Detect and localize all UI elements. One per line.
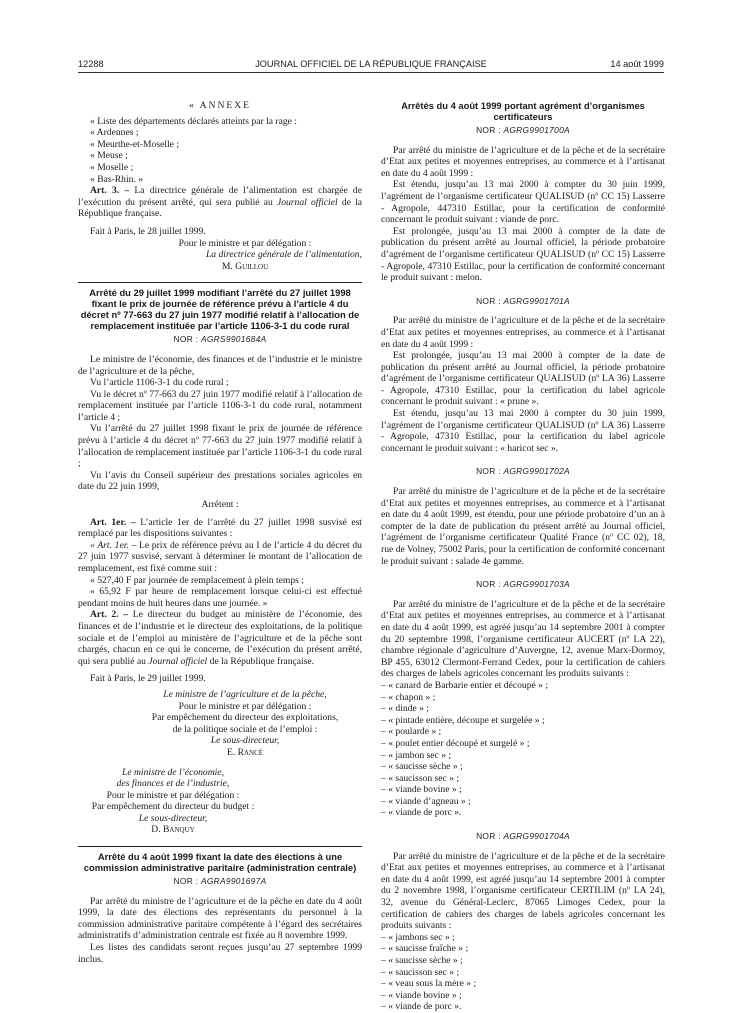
- list-item: – « viande d’agneau » ;: [381, 795, 471, 807]
- section-separator: [78, 282, 362, 283]
- list-item: – « poularde » ;: [381, 726, 442, 738]
- signature-line: La directrice générale de l’alimentation,: [205, 249, 362, 261]
- section-title: Arrêté du 4 août 1999 fixant la date des élections à une commission administrative paritaire (administration centrale): [83, 851, 357, 874]
- list-item: – « poulet entier découpé et surgelé » ;: [381, 737, 530, 749]
- article-text: La directrice générale de l’alimentation est chargée de l’exécution du présent arrêté, qui sera publié au: [78, 185, 362, 208]
- article-label: « Art. 1er. –: [90, 539, 137, 551]
- article-1-quote: [78, 540, 362, 575]
- nor-reference: NOR : AGRG9901700A: [476, 125, 570, 135]
- list-item: « Meurthe-et-Moselle ;: [90, 138, 179, 150]
- signature-line: Pour le ministre et par délégation :: [178, 700, 312, 712]
- nor-reference: NOR : AGRG9901703A: [476, 579, 570, 590]
- list-item: – « saucisson sec » ;: [381, 772, 460, 784]
- signature-line: Le sous-directeur,: [210, 735, 280, 747]
- signature-line: Pour le ministre et par délégation :: [106, 789, 240, 801]
- article-3: [78, 185, 362, 220]
- amount-line: « 65,92 F par heure de remplacement lorsque celui-ci est effectué pendant moins de huit heures dans une journée. »: [78, 586, 362, 609]
- signature-block-agriculture: [78, 689, 362, 759]
- paragraph: Vu le décret nº 77-663 du 27 juin 1977 modifié relatif à l’allocation de remplacement instituée par l’article 1106-3-1 du code rural, notamment l’article 4 ;: [78, 388, 362, 423]
- nor-reference: NOR : AGRA9901697A: [173, 876, 267, 887]
- article-text: Le prix de référence prévu au I de l’article 4 du décret du 27 juin 1977 susvisé, servant à déterminer le montant de l’allocation de remplacement, est fixé comme suit :: [78, 539, 362, 574]
- paragraph: Vu l’arrêté du 27 juillet 1998 fixant le prix de journée de référence prévu à l’article 4 du décret nº 77-663 du 27 juin 1977 modifié relatif à l’allocation de remplacement instituée par l’article 1106-3-1 du code rural ;: [78, 423, 362, 470]
- paragraph: Par arrêté du ministre de l’agriculture et de la pêche et de la secrétaire d’Etat aux petites et moyennes entreprises, au commerce et à l’artisanat en date du 4 août 1999 :: [381, 315, 665, 350]
- list-item: – « chapon » ;: [381, 691, 436, 703]
- article-text: L’article 1er de l’arrêté du 27 juillet 1998 susvisé est remplacé par les dispositions suivantes :: [78, 516, 362, 540]
- paragraph: Vu l’avis du Conseil supérieur des prestations sociales agricoles en date du 22 juin 1999,: [78, 469, 362, 493]
- signature-line: Le sous-directeur,: [138, 812, 208, 824]
- article-1: [78, 517, 362, 540]
- list-item: – « viande de porc ».: [381, 807, 462, 819]
- paragraph: Par arrêté du ministre de l’agriculture et de la pêche et de la secrétaire d’Etat aux petites et moyennes entreprises, au commerce et à l’artisanat en date du 4 août 1999, est étendu, pour une période probatoire d’un an à compter de la date de publication du présent arrêté au Journal officiel, l’agrément de l’organisme certificateur Qualité France (nº CC 02), 18, rue de Volney, 75002 Paris, pour la certification de conformité concernant le produit suivant : salade 4e gamme.: [381, 486, 665, 567]
- done-at: Fait à Paris, le 28 juillet 1999.: [90, 225, 206, 237]
- list-item: – « veau sous la mère » ;: [381, 978, 477, 990]
- signatory-name: D. Banquy: [151, 824, 195, 836]
- article-2: [78, 609, 362, 667]
- paragraph: Par arrêté du ministre de l’agriculture et de la pêche et de la secrétaire d’Etat aux petites et moyennes entreprises, au commerce et à l’artisanat en date du 4 août 1999 :: [381, 144, 665, 179]
- product-list: [381, 932, 665, 1013]
- signature-line: Le ministre de l’économie,: [122, 766, 224, 778]
- signatory-name: E. Rancé: [226, 746, 264, 758]
- article-text: Le directeur du budget au ministère de l’économie, des finances et de l’industrie et le directeur des exploitations, de la politique sociale et de l’emploi au ministère de l’agriculture et de la pêche sont chargés, chacun en ce qui le concerne, de l’exécution du présent arrêté, qui sera publié au: [78, 609, 362, 667]
- issue-date: 14 août 1999: [610, 59, 664, 69]
- done-at: Fait à Paris, le 29 juillet 1999.: [90, 673, 206, 685]
- page-header: [78, 58, 664, 70]
- list-item: – « dinde » ;: [381, 703, 429, 715]
- journal-ref: Journal officiel: [148, 655, 208, 667]
- list-item: – « viande de porc ».: [381, 1001, 462, 1013]
- amount-line: « 527,40 F par journée de remplacement à plein temps ;: [90, 574, 304, 586]
- article-label: Art. 1er. –: [90, 516, 136, 528]
- list-item: « Bas-Rhin. »: [90, 173, 144, 185]
- article-label: Art. 2. –: [90, 609, 129, 621]
- page-number: 12288: [78, 59, 104, 69]
- section-separator: [78, 846, 362, 847]
- nor-reference: NOR : AGRG9901702A: [476, 466, 570, 477]
- list-item: – « viande bovine » ;: [381, 989, 462, 1001]
- list-item: – « viande bovine » ;: [381, 784, 462, 796]
- paragraph: Est étendu, jusqu’au 13 mai 2000 à compter du 30 juin 1999, l’agrément de l’organisme certificateur QUALISUD (nº CC 15) Lasserre - Agropole, 447310 Estillac, pour la certification de conformité concernant le produit suivant : viande de porc.: [381, 179, 665, 226]
- article-text: de la République française.: [209, 655, 315, 667]
- list-item: – « saucisse sèche » ;: [381, 955, 463, 966]
- list-item: – « canard de Barbarie entier et découpé » ;: [381, 679, 549, 691]
- list-item: – « saucisson sec » ;: [381, 966, 460, 978]
- header-rule: [78, 72, 664, 73]
- article-label: Art. 3. –: [90, 185, 130, 197]
- article-text: de la République française.: [78, 196, 363, 220]
- annexe-heading: « ANNEXE: [188, 100, 252, 111]
- paragraph: Par arrêté du ministre de l’agriculture et de la pêche en date du 4 août 1999, la date des élections des représentants du personnel à la commission administrative paritaire compétente à l’égard des secrétaires administratifs d’administration centrale est fixée au 8 novembre 1999.: [78, 895, 362, 942]
- paragraph: Est prolongée, jusqu’au 13 mai 2000 à compter de la date de publication du présent arrêté au Journal officiel, la période probatoire d’agrément de l’organisme certificateur QUALISUD (nº CC 15) Lasserre - Agropole, 47310 Estillac, pour la certification de conformité concernant le produit suivant : melon.: [381, 225, 665, 284]
- signature-line: Le ministre de l’agriculture et de la pêche,: [163, 688, 327, 700]
- signature-line: de la politique sociale et de l’emploi :: [172, 723, 318, 735]
- list-item: « Ardennes ;: [90, 127, 139, 139]
- signature-line: des finances et de l’industrie,: [116, 778, 230, 790]
- signature-line: Pour le ministre et par délégation :: [178, 237, 312, 249]
- left-column: [78, 100, 362, 965]
- journal-title: JOURNAL OFFICIEL DE LA RÉPUBLIQUE FRANÇAISE: [255, 59, 487, 69]
- list-item: – « jambons sec » ;: [381, 931, 455, 943]
- signatory-name: M. Guillou: [221, 260, 269, 272]
- paragraph: Par arrêté du ministre de l’agriculture et de la pêche et de la secrétaire d’Etat aux petites et moyennes entreprises, au commerce et à l’artisanat en date du 4 août 1999, est agréé jusqu’au 14 septembre 2001 à compter du 2 novembre 1998, l’organisme certificateur CERTILIM (nº LA 24), 32, avenue du Général-Leclerc, 87065 Limoges Cedex, pour la certification de cahiers des charges de labels agricoles concernant les produits suivants :: [381, 850, 665, 932]
- signature-line: Par empêchement du directeur des exploitations,: [151, 712, 339, 724]
- right-column: [381, 100, 665, 1013]
- departement-list: [78, 127, 362, 185]
- nor-reference: NOR : AGRG9901704A: [476, 831, 570, 842]
- list-item: – « pintade entière, découpe et surgelée » ;: [381, 714, 545, 726]
- list-item: – « saucisse sèche » ;: [381, 761, 463, 773]
- signature-block-economie: [78, 767, 268, 837]
- paragraph: Est prolongée, jusqu’au 13 mai 2000 à compter de la date de publication du présent arrêté au Journal officiel, la période probatoire d’agrément de l’organisme certificateur QUALISUD (nº LA 36) Lasserre - Agropole, 47310 Estillac, pour la certification du label agricole concernant le produit suivant : « prune ».: [381, 350, 665, 408]
- paragraph: Est étendu, jusqu’au 13 mai 2000 à compter du 30 juin 1999, l’agrément de l’organisme certificateur QUALISUD (nº LA 36) Lasserre - Agropole, 47310 Estillac, pour la certification du label agricole concernant le produit suivant : « haricot sec ».: [381, 408, 665, 454]
- section-title: Arrêté du 29 juillet 1999 modifiant l’arrêté du 27 juillet 1998 fixant le prix de journée de référence prévu à l’article 4 du décret nº 77-663 du 27 juin 1977 modifié relatif à l’allocation de remplacement instituée par l’article 1106-3-1 du code rural: [80, 287, 360, 332]
- signature-line: Par empêchement du directeur du budget :: [91, 801, 255, 813]
- nor-reference: NOR : AGRS9901684A: [173, 334, 267, 345]
- paragraph: Le ministre de l’économie, des finances et de l’industrie et le ministre de l’agriculture et de la pêche,: [78, 353, 362, 377]
- paragraph: Vu l’article 1106-3-1 du code rural ;: [90, 377, 229, 389]
- paragraph: Par arrêté du ministre de l’agriculture et de la pêche et de la secrétaire d’Etat aux petites et moyennes entreprises, au commerce et à l’artisanat en date du 4 août 1999, est agréé jusqu’au 14 septembre 2001 à compter du 20 septembre 1998, l’organisme certificateur AUCERT (nº LA 22), chambre régionale d’agriculture d’Auvergne, 12, avenue Marx-Dormoy, BP 455, 63012 Clermont-Ferrand Cedex, pour la certification de cahiers des charges de labels agricoles concernant les produits suivants :: [381, 598, 665, 680]
- section-title: Arrêtés du 4 août 1999 portant agrément d’organismes certificateurs: [401, 100, 645, 122]
- journal-ref: Journal officiel: [276, 196, 338, 208]
- product-list: [381, 680, 665, 819]
- list-item: « Moselle ;: [90, 161, 134, 173]
- list-item: – « saucisse fraîche » ;: [381, 943, 469, 955]
- annexe-intro: « Liste des départements déclarés atteints par la rage :: [90, 115, 297, 127]
- nor-reference: NOR : AGRG9901701A: [476, 295, 570, 306]
- arretent: Arrêtent :: [201, 499, 239, 511]
- list-item: « Meuse ;: [90, 150, 128, 162]
- list-item: – « jambon sec » ;: [381, 749, 452, 761]
- paragraph: Les listes des candidats seront reçues jusqu’au 27 septembre 1999 inclus.: [78, 942, 362, 965]
